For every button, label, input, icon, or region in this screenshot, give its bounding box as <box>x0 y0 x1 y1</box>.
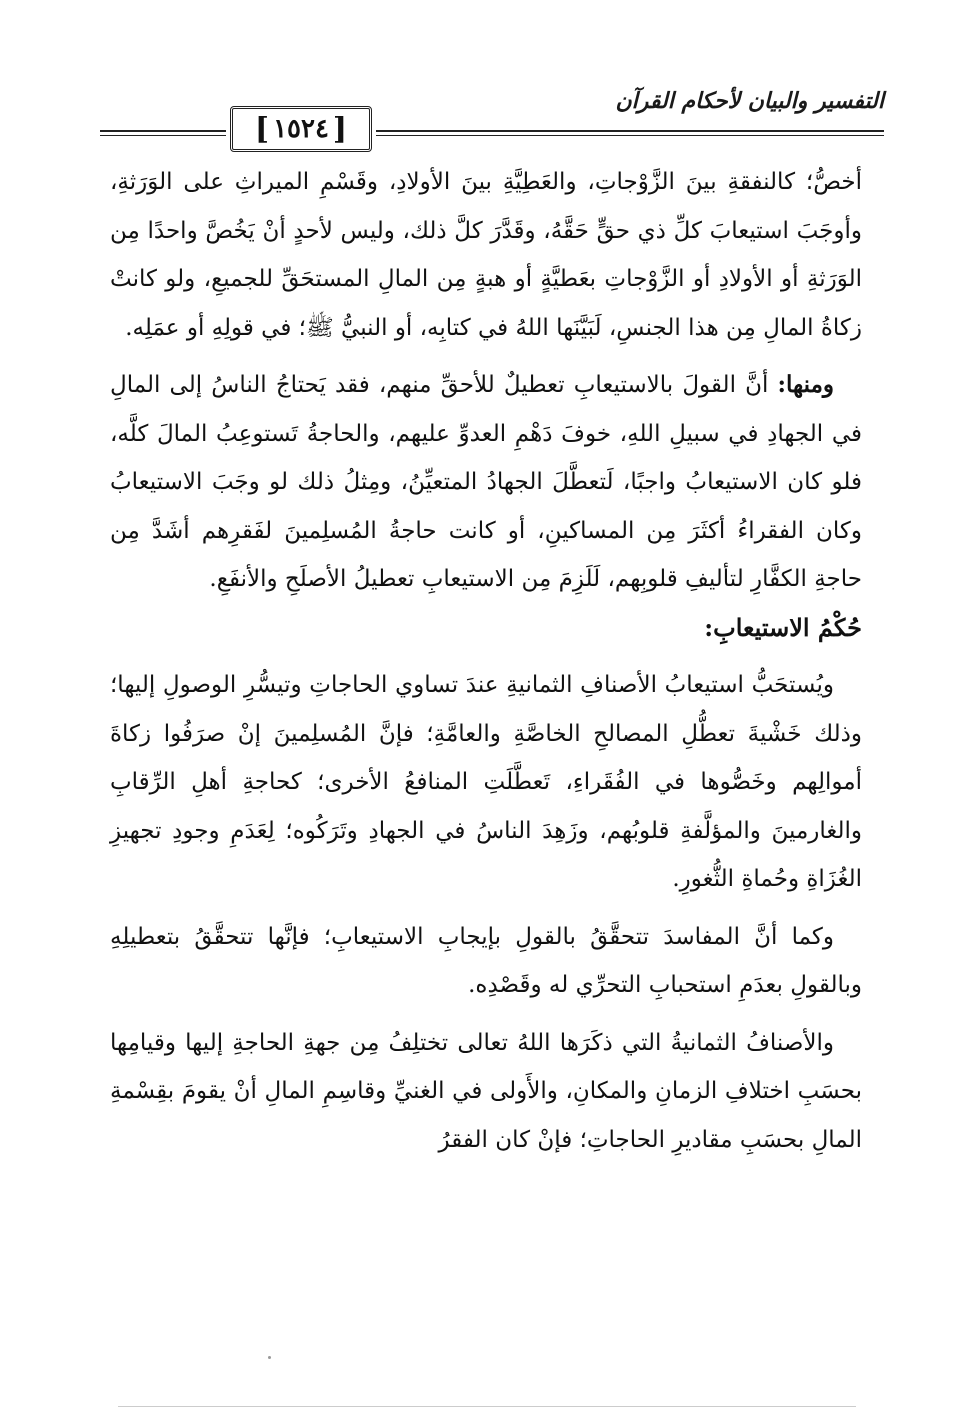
page-number-frame <box>230 106 372 152</box>
footer-rule <box>118 1406 856 1407</box>
section-heading: حُكْمُ الاستيعابِ: <box>704 612 862 642</box>
paragraph-body: أنَّ القولَ بالاستيعابِ تعطيلٌ للأحقِّ منهم، فقد يَحتاجُ الناسُ إلى المالِ في الجهادِ في سبيلِ اللهِ، خوفَ دَهْمِ العدوِّ عليهم، والحاجةُ تَستوعِبُ المالَ كلَّه، فلو كان الاستيعابُ واجبًا، لَتعطَّلَ الجهادُ المتعيِّنُ، ومِثلُ ذلك لو وجَبَ الاستيعابُ وكان الفقراءُ أكثَرَ مِن المساكينِ، أو كانت حاجةُ المُسلِمينَ لفَقرِهم أشَدَّ مِن حاجةِ الكفَّارِ لتأليفِ قلوبِهم، لَلَزِمَ مِن الاستيعابِ تعطيلُ الأصلَحِ والأنفَعِ. <box>110 372 862 592</box>
paragraph-continuation: أخصُّ؛ كالنفقةِ بينَ الزَّوْجاتِ، والعَطِيَّةِ بينَ الأولادِ، وقَسْمِ الميراثِ على الوَرَثةِ، وأوجَبَ استيعابَ كلِّ ذي حقٍّ حَقَّهُ، وقَدَّرَ كلَّ ذلك، وليس لأحدٍ أنْ يَخُصَّ واحدًا مِن الوَرَثةِ أو الأولادِ أو الزَّوْجاتِ بعَطيَّةٍ أو هبةٍ مِن المالِ المستحَقِّ للجميعِ، ولو كانتْ زكاةُ المالِ مِن هذا الجنسِ، لَبَيَّنَها اللهُ في كتابِه، أو النبيُّ ﷺ؛ في قولِهِ أو عمَلِه. <box>110 169 862 341</box>
page-number: ١٥٢٤ <box>273 114 329 144</box>
header-rule-left-thin <box>100 135 226 136</box>
body-text <box>110 158 862 1164</box>
paragraph-harms: وكما أنَّ المفاسدَ تتحقَّقُ بالقولِ بإيجابِ الاستيعابِ؛ فإنَّها تتحقَّقُ بتعطيلِهِ وبالقولِ بعدَمِ استحبابِ التحرِّي له وقَصْدِه. <box>110 923 862 998</box>
header-rule-right <box>376 130 884 132</box>
header-rule-right-thin <box>376 135 884 136</box>
scan-speck <box>268 1356 271 1359</box>
paragraph-minha <box>110 361 862 604</box>
paragraph-lead: ومنها: <box>777 371 834 398</box>
book-title: التفسير والبيان لأحكام القرآن <box>615 88 884 114</box>
page-header <box>100 86 884 158</box>
bracket-right-icon: ] <box>332 111 348 147</box>
header-rule-left <box>100 130 226 132</box>
paragraph-ruling: ويُستحَبُّ استيعابُ الأصنافِ الثمانيةِ عندَ تساوي الحاجاتِ وتيسُّرِ الوصولِ إليها؛ وذلك خَشْيةَ تعطُّلِ المصالحِ الخاصَّةِ والعامَّةِ؛ فإنَّ المُسلِمينَ إنْ صرَفُوا زكاةَ أموالِهم وخَصُّوها في الفُقَراءِ، تَعطَّلَتِ المنافعُ الأخرى؛ كحاجةِ أهلِ الرِّقابِ والغارمينَ والمؤلَّفةِ قلوبُهم، وزَهِدَ الناسُ في الجهادِ وتَرَكُوه؛ لِعَدَمِ وجودِ تجهيزِ الغُزَاةِ وحُماةِ الثُّغورِ. <box>110 672 862 892</box>
bracket-left-icon: [ <box>254 111 270 147</box>
paragraph-categories: والأصنافُ الثمانيةُ التي ذكَرَها اللهُ تعالى تختلِفُ مِن جهةِ الحاجةِ إليها وقيامِها بحسَبِ اختلافِ الزمانِ والمكانِ، والأَولى في الغنيِّ وقاسِمِ المالِ أنْ يقومَ بقِسْمةِ المالِ بحسَبِ مقاديرِ الحاجاتِ؛ فإنْ كان الفقرُ <box>110 1029 862 1153</box>
